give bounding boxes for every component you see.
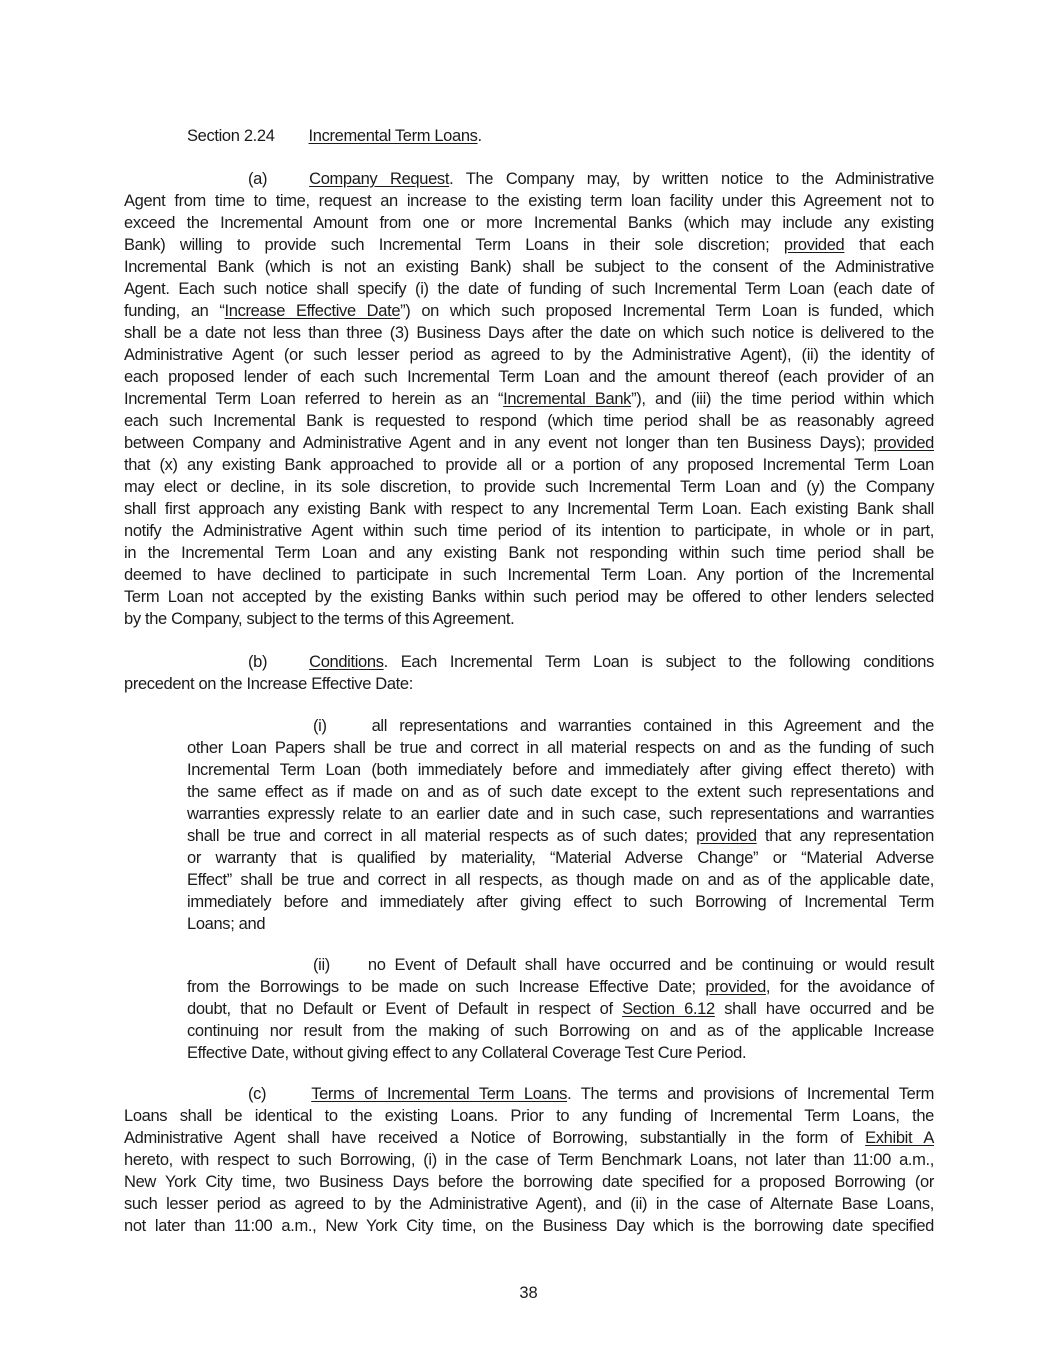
paragraph-line: in the Incremental Term Loan and any existing Bank not responding within such time period shall be [124,544,934,562]
paragraph-line: Effect” shall be true and correct in all respects, as though made on and as of the applicable date, [187,871,934,889]
paragraph-line: between Company and Administrative Agent and in any event not longer than ten Business Days); provided [124,434,935,452]
paragraph-line: notify the Administrative Agent within such time period of its intention to participate, in whole or in part, [124,522,934,540]
section-heading: Section 2.24 Incremental Term Loans. [187,127,482,145]
section-number: Section 2.24 [187,127,275,145]
paragraph-line: Term Loan not accepted by the existing Banks within such period may be offered to other lenders selected [124,588,934,606]
provided-term: provided [783,236,845,254]
paragraph-line: doubt, that no Default or Event of Default in respect of Section 6.12 shall have occurred and be [187,1000,935,1018]
subsection-c-first-line: (c) Terms of Incremental Term Loans. The terms and provisions of Incremental Term [248,1085,934,1103]
paragraph-line: by the Company, subject to the terms of this Agreement. [124,610,515,628]
subsection-label: (a) [248,170,268,188]
section-title: Incremental Term Loans [308,127,478,145]
page-number: 38 [519,1284,538,1302]
item-ii-first-line: (ii) no Event of Default shall have occurred and be continuing or would result [313,956,934,974]
provided-term: provided [873,434,935,452]
paragraph-line: continuing nor result from the making of such Borrowing on and as of the applicable Increase [187,1022,934,1040]
paragraph-line: other Loan Papers shall be true and correct in all material respects on and as the funding of such [187,739,934,757]
paragraph-line: Administrative Agent (or such lesser period as agreed to by the Administrative Agent), (ii) the identity of [124,346,934,364]
paragraph-line: exceed the Incremental Amount from one or more Incremental Banks (which may include any existing [124,214,934,232]
paragraph-line: or warranty that is qualified by materiality, “Material Adverse Change” or “Material Adverse [187,849,934,867]
section-reference-link: Section 6.12 [622,1000,715,1018]
item-i-first-line: (i) all representations and warranties contained in this Agreement and the [313,717,934,735]
paragraph-line: such lesser period as agreed to by the Administrative Agent), and (ii) in the case of Alternate Base Loans, [124,1195,934,1213]
item-label: (ii) [313,956,330,974]
paragraph-line: shall be true and correct in all material respects as of such dates; provided that any representation [187,827,935,845]
paragraph-line: Bank) willing to provide such Incremental Term Loans in their sole discretion; provided that each [124,236,935,254]
paragraph-line: Incremental Term Loan (both immediately before and immediately after giving effect thereto) with [187,761,934,779]
paragraph-line: Agent. Each such notice shall specify (i) the date of funding of such Incremental Term Loan (each date of [124,280,934,298]
subsection-a-first-line: (a) Company Request. The Company may, by written notice to the Administrative [248,170,934,188]
paragraph-line: Incremental Bank (which is not an existing Bank) shall be subject to the consent of the Administrative [124,258,934,276]
defined-term-increase-effective-date: Increase Effective Date [224,302,401,320]
paragraph-line: Incremental Term Loan referred to herein as an “Incremental Bank”), and (iii) the time period within which [124,390,934,408]
exhibit-reference-link: Exhibit A [865,1129,935,1147]
paragraph-line: that (x) any existing Bank approached to provide all or a portion of any proposed Incremental Term Loan [124,456,934,474]
paragraph-line: Agent from time to time, request an increase to the existing term loan facility under this Agreement not to [124,192,934,210]
provided-term: provided [705,978,766,996]
paragraph-line: shall be a date not less than three (3) Business Days after the date on which such notice is delivered to the [124,324,934,342]
paragraph-line: the same effect as if made on and as of such date except to the extent such representations and [187,783,934,801]
subsection-title: Terms of Incremental Term Loans [311,1085,568,1103]
subsection-b-first-line: (b) Conditions. Each Incremental Term Loan is subject to the following conditions [248,653,934,671]
paragraph-line: not later than 11:00 a.m., New York City time, on the Business Day which is the borrowing date specified [124,1217,934,1235]
paragraph-line: deemed to have declined to participate in such Incremental Term Loan. Any portion of the Incremental [124,566,934,584]
paragraph-line: Loans; and [187,915,266,933]
paragraph-line: precedent on the Increase Effective Date: [124,675,413,693]
paragraph-line: hereto, with respect to such Borrowing, (i) in the case of Term Benchmark Loans, not later than 11:00 a.m., [124,1151,934,1169]
paragraph-line: New York City time, two Business Days before the borrowing date specified for a proposed Borrowing (or [124,1173,934,1191]
item-label: (i) [313,717,327,735]
subsection-label: (c) [248,1085,267,1103]
paragraph-line: each such Incremental Bank is requested to respond (which time period shall be as reasonably agreed [124,412,934,430]
paragraph-line: funding, an “Increase Effective Date”) on which such proposed Incremental Term Loan is funded, which [124,302,934,320]
paragraph-line: shall first approach any existing Bank with respect to any Incremental Term Loan. Each existing Bank shall [124,500,934,518]
paragraph-line: each proposed lender of each such Incremental Term Loan and the amount thereof (each provider of an [124,368,934,386]
paragraph-line: may elect or decline, in its sole discretion, to provide such Incremental Term Loan and (y) the Company [124,478,934,496]
defined-term-incremental-bank: Incremental Bank [503,390,632,408]
paragraph-line: Loans shall be identical to the existing Loans. Prior to any funding of Incremental Term Loans, the [124,1107,934,1125]
paragraph-line: immediately before and immediately after giving effect to such Borrowing of Incremental Term [187,893,934,911]
subsection-label: (b) [248,653,268,671]
provided-term: provided [696,827,757,845]
paragraph-line: from the Borrowings to be made on such Increase Effective Date; provided, for the avoidance of [187,978,935,996]
paragraph-line: Effective Date, without giving effect to any Collateral Coverage Test Cure Period. [187,1044,747,1062]
paragraph-line: warranties expressly relate to an earlier date and in such case, such representations and warranties [187,805,934,823]
paragraph-line: Administrative Agent shall have received a Notice of Borrowing, substantially in the form of Exhibit A [124,1129,935,1147]
subsection-title: Conditions [309,653,384,671]
subsection-title: Company Request [309,170,450,188]
